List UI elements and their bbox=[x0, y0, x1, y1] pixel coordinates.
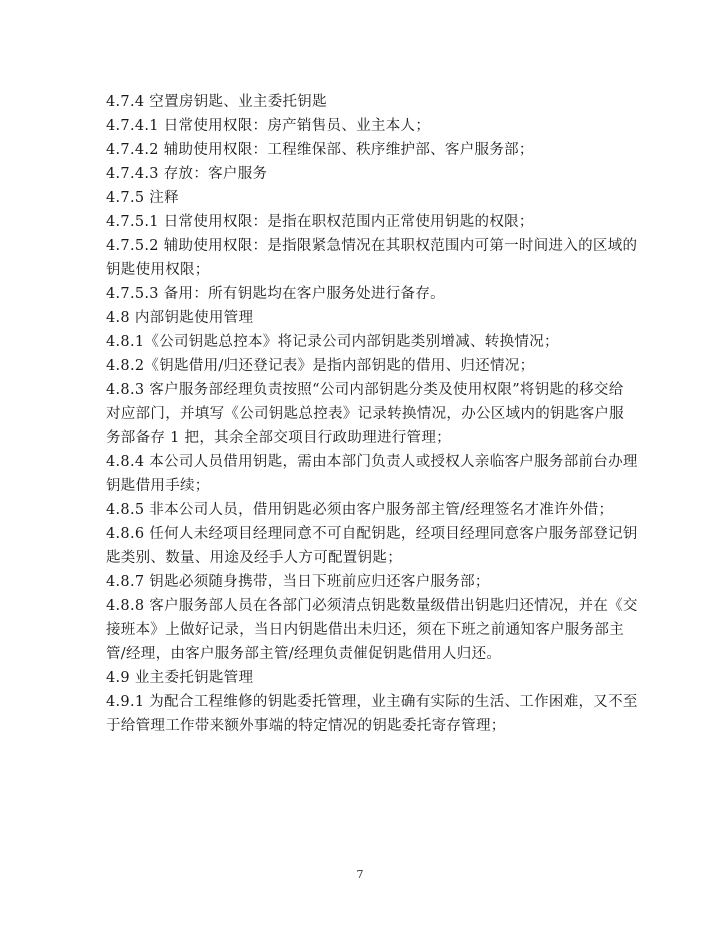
text-line: 4.9 业主委托钥匙管理 bbox=[106, 670, 254, 686]
text-line: 4.7.4.2 辅助使用权限：工程维保部、秩序维护部、客户服务部； bbox=[106, 142, 534, 158]
text-line: 4.7.5.1 日常使用权限：是指在职权范围内正常使用钥匙的权限； bbox=[106, 214, 534, 230]
text-line: 4.7.5.2 辅助使用权限：是指限紧急情况在其职权范围内可第一时间进入的区域的 bbox=[106, 238, 638, 254]
text-line: 4.8.1《公司钥匙总控本》将记录公司内部钥匙类别增减、转换情况； bbox=[106, 334, 559, 350]
text-line: 4.8.6 任何人未经项目经理同意不可自配钥匙，经项目经理同意客户服务部登记钥 bbox=[106, 526, 638, 542]
text-line: 4.7.4.1 日常使用权限：房产销售员、业主本人； bbox=[106, 118, 431, 134]
text-line: 4.8.4 本公司人员借用钥匙，需由本部门负责人或授权人亲临客户服务部前台办理 bbox=[106, 454, 638, 470]
text-line: 4.8.7 钥匙必须随身携带，当日下班前应归还客户服务部； bbox=[106, 574, 490, 590]
text-line: 4.8.3 客户服务部经理负责按照“公司内部钥匙分类及使用权限”将钥匙的移交给 bbox=[106, 382, 624, 398]
text-line: 4.8.5 非本公司人员，借用钥匙必须由客户服务部主管/经理签名才准许外借； bbox=[106, 502, 614, 518]
text-line: 4.8.2《钥匙借用/归还登记表》是指内部钥匙的借用、归还情况； bbox=[106, 358, 535, 374]
text-line: 4.7.5.3 备用：所有钥匙均在客户服务处进行备存。 bbox=[106, 286, 445, 302]
text-line: 务部备存 1 把，其余全部交项目行政助理进行管理； bbox=[106, 430, 451, 446]
text-line: 4.7.5 注释 bbox=[106, 190, 179, 206]
text-line: 对应部门，并填写《公司钥匙总控表》记录转换情况，办公区域内的钥匙客户服 bbox=[106, 406, 624, 422]
text-line: 4.7.4.3 存放：客户服务 bbox=[106, 166, 268, 182]
text-line: 4.8.8 客户服务部人员在各部门必须清点钥匙数量级借出钥匙归还情况，并在《交 bbox=[106, 598, 638, 614]
page-number: 7 bbox=[356, 868, 364, 881]
text-line: 接班本》上做好记录，当日内钥匙借出未归还，须在下班之前通知客户服务部主 bbox=[106, 622, 624, 638]
text-line: 管/经理，由客户服务部主管/经理负责催促钥匙借用人归还。 bbox=[106, 646, 502, 662]
document-body bbox=[106, 90, 638, 738]
text-line: 4.8 内部钥匙使用管理 bbox=[106, 310, 254, 326]
text-line: 4.7.4 空置房钥匙、业主委托钥匙 bbox=[106, 94, 327, 110]
text-line: 钥匙借用手续； bbox=[106, 478, 210, 494]
text-line: 匙类别、数量、用途及经手人方可配置钥匙； bbox=[106, 550, 402, 566]
text-line: 于给管理工作带来额外事端的特定情况的钥匙委托寄存管理； bbox=[106, 718, 506, 734]
text-line: 钥匙使用权限； bbox=[106, 262, 210, 278]
text-line: 4.9.1 为配合工程维修的钥匙委托管理，业主确有实际的生活、工作困难，又不至 bbox=[106, 694, 638, 710]
